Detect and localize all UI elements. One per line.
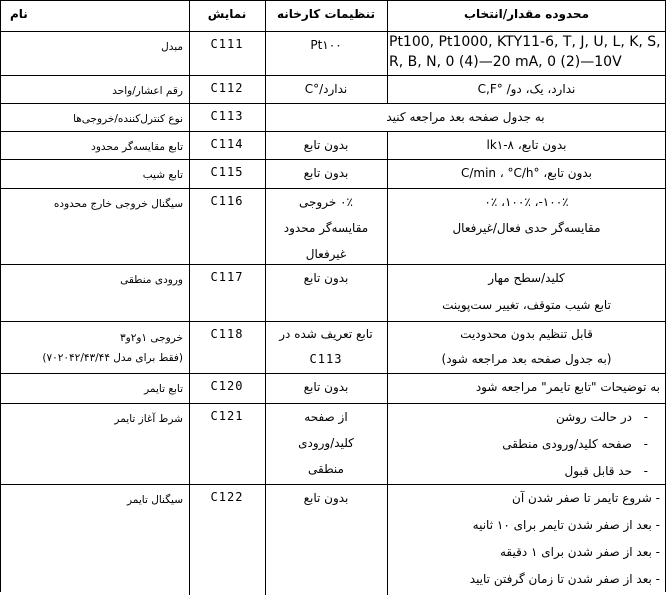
display-code: C111 <box>210 37 244 51</box>
default-cell: بدون تابع <box>303 491 349 505</box>
display-code: C122 <box>210 490 244 504</box>
param-name <box>0 322 189 373</box>
display-code: C117 <box>210 270 244 284</box>
range-line: مقایسه‌گر حدی فعال/غیرفعال <box>452 221 601 235</box>
display-code: C115 <box>210 165 244 179</box>
range-cell <box>387 485 666 595</box>
range-cell: Pt100, Pt1000, KTY11-6, T, J, U, L, K, S, R, B, N, 0 (4)—20 mA, 0 (2)—10V <box>389 34 661 70</box>
header-range: محدوده مقدار/انتخاب <box>463 7 590 21</box>
table-row <box>0 104 666 132</box>
param-name: سیگنال تایمر <box>126 494 183 506</box>
range-cell: به توضیحات "تابع تایمر" مراجعه شود <box>475 380 660 394</box>
range-line: قابل تنظیم بدون محدودیت <box>460 327 593 341</box>
range-bullet: - شروع تایمر تا صفر شدن آن <box>387 485 660 512</box>
default-line: C113 <box>309 352 343 366</box>
range-cell <box>387 189 666 264</box>
display-code: C118 <box>210 327 244 341</box>
range-line: ۱۰۰٪-، ۱۰۰٪، ۰٪ <box>484 195 569 209</box>
range-cell <box>387 404 666 484</box>
table-row <box>0 265 666 322</box>
header-display: نمایش <box>207 7 247 21</box>
default-cell: بدون تابع <box>303 166 349 180</box>
table-row <box>0 32 666 76</box>
default-cell: بدون تابع <box>303 271 349 285</box>
table-row <box>0 485 666 595</box>
param-name: مبدل <box>161 41 183 53</box>
param-name: تابع شیب <box>142 169 183 181</box>
default-cell: بدون تابع <box>303 138 349 152</box>
default-line: غیرفعال <box>305 247 347 261</box>
range-bullet: - صفحه کلید/ورودی منطقی <box>502 437 648 451</box>
default-line: مقایسه‌گر محدود <box>283 221 369 235</box>
range-cell: ندارد، یک، دو/ °C,F <box>477 82 576 96</box>
param-name: تابع مقایسه‌گر محدود <box>91 141 183 153</box>
display-code: C113 <box>189 104 265 131</box>
default-line: تابع تعریف شده در <box>279 327 373 341</box>
table-row <box>0 374 666 404</box>
table-row <box>0 76 666 104</box>
default-line: منطقی <box>308 462 344 476</box>
range-bullet: - بعد از صفر شدن تا زمان گرفتن تایید <box>387 566 660 593</box>
default-cell: بدون تابع <box>303 380 349 394</box>
table-row <box>0 404 666 485</box>
range-line: (به جدول صفحه بعد مراجعه شود) <box>441 352 612 366</box>
range-bullet: - در حالت روشن <box>555 410 648 424</box>
table-header-row <box>0 0 666 32</box>
param-name: شرط آغاز تایمر <box>114 413 183 425</box>
range-bullet: - حد قابل قبول <box>564 464 648 478</box>
param-name-line: خروجی ۱و۲و۳ <box>119 332 183 344</box>
display-code: C120 <box>210 379 244 393</box>
header-default: تنظیمات کارخانه <box>276 7 376 21</box>
range-cell: بدون تابع، lk۱-۸ <box>486 138 567 152</box>
default-cell <box>265 189 387 264</box>
param-name: سیگنال خروجی خارج محدوده <box>53 198 183 210</box>
default-cell: Pt۱۰۰ <box>310 38 342 52</box>
param-name: رقم اعشار/واحد <box>112 85 183 97</box>
range-cell: بدون تابع، °C/min ، °C/h <box>460 166 593 180</box>
display-code: C121 <box>210 409 244 423</box>
display-code: C112 <box>210 81 244 95</box>
param-name-note: (فقط برای مدل ۷۰۲۰۴۲/۴۳/۴۴) <box>42 352 183 364</box>
table-row <box>0 322 666 374</box>
range-line: تابع شیب متوقف، تغییر ست‌پوینت <box>442 298 611 312</box>
default-line: ۰٪ خروجی <box>299 195 353 209</box>
table-row <box>0 189 666 265</box>
default-cell <box>265 322 387 373</box>
table-row <box>0 160 666 189</box>
range-bullet: - بعد از صفر شدن برای ۱ دقیقه <box>387 539 660 566</box>
default-cell <box>265 404 387 484</box>
spanned-cell: به جدول صفحه بعد مراجعه کنید <box>386 110 545 124</box>
default-line: کلید/ورودی <box>298 436 354 450</box>
display-code: C114 <box>210 137 244 151</box>
default-line: از صفحه <box>304 410 348 424</box>
range-cell <box>387 322 666 373</box>
param-name: تابع تایمر <box>144 383 183 395</box>
range-cell <box>387 265 666 321</box>
default-cell: ندارد/°C <box>304 82 348 96</box>
range-bullet: - بعد از صفر شدن تایمر برای ۱۰ ثانیه <box>387 512 660 539</box>
range-line: کلید/سطح مهار <box>488 271 565 285</box>
table-row <box>0 132 666 160</box>
param-name: نوع کنترل‌کننده/خروجی‌ها <box>73 113 183 125</box>
display-code: C116 <box>210 194 244 208</box>
param-name: ورودی منطقی <box>120 274 183 286</box>
header-name: نام <box>10 7 28 21</box>
